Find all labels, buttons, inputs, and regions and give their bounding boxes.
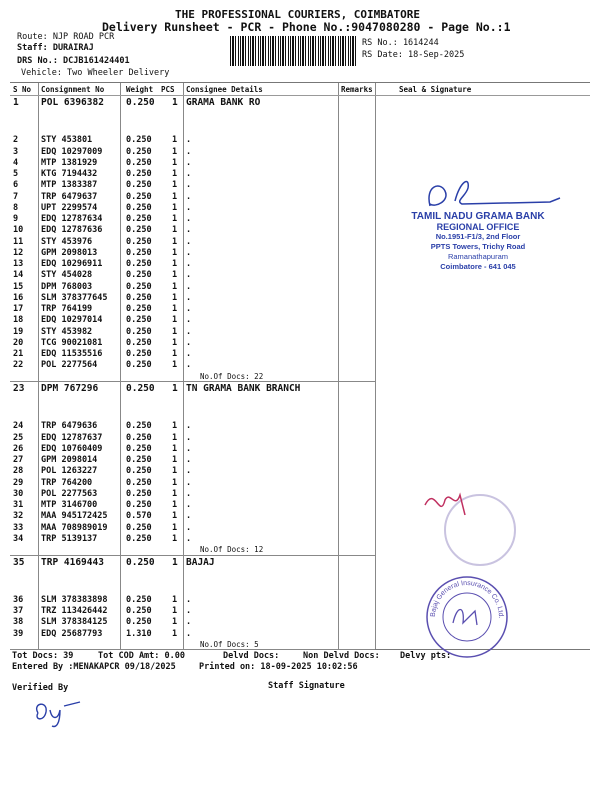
table-row: [10, 617, 375, 628]
consignee-details: .: [186, 169, 192, 179]
weight: 0.250: [126, 337, 152, 348]
table-row: [10, 629, 375, 640]
s-no: 25: [13, 432, 24, 443]
s-no: 11: [13, 236, 24, 247]
consignment-groups: [10, 96, 375, 650]
pcs: 1: [172, 259, 178, 269]
weight: 1.310: [126, 628, 152, 639]
consignment-no: TRP 764199: [41, 304, 93, 314]
consignment-no: GPM 2098013: [41, 247, 98, 258]
rs-number: RS No.: 1614244: [362, 38, 439, 48]
pcs: 1: [172, 522, 178, 533]
consignee-details: .: [186, 214, 192, 224]
table-row: [10, 534, 375, 545]
consignment-no: KTG 7194432: [41, 169, 98, 179]
consignee-details: .: [186, 225, 192, 236]
consignment-no: MAA 945172425: [41, 511, 108, 522]
weight: 0.250: [126, 225, 152, 236]
weight: 0.250: [126, 191, 152, 202]
consignee-details: .: [186, 522, 192, 533]
table-row: [10, 595, 375, 606]
s-no: 31: [13, 500, 24, 510]
table-row: [10, 304, 375, 315]
consignment-no: EDQ 12787637: [41, 432, 103, 443]
col-pcs: PCS: [161, 85, 175, 94]
pcs: 1: [172, 236, 178, 247]
group-doc-count: No.Of Docs: 12: [200, 545, 264, 554]
pcs: 1: [172, 488, 178, 499]
runsheet-subtitle: Delivery Runsheet - PCR - Phone No.:9047080280 - Page No.:1: [102, 20, 511, 34]
consignee-details: .: [186, 349, 192, 359]
bajaj-stamp: [425, 575, 510, 660]
table-row: [10, 383, 375, 394]
s-no: 18: [13, 315, 24, 326]
table-row: [10, 203, 375, 214]
stamp-line: PPTS Towers, Trichy Road: [430, 242, 526, 251]
table-row: [10, 478, 375, 489]
verified-by: Verified By: [12, 683, 69, 693]
consignee-group: [10, 383, 375, 556]
table-row: [10, 214, 375, 225]
pcs: 1: [172, 281, 178, 292]
weight: 0.250: [126, 326, 152, 337]
s-no: 5: [13, 169, 19, 179]
s-no: 29: [13, 477, 24, 488]
table-row: [10, 511, 375, 522]
consignee-details: .: [186, 157, 192, 168]
entered-by: Entered By :MENAKAPCR 09/18/2025: [12, 662, 176, 672]
consignee-details: .: [186, 511, 192, 522]
consignment-no: MTP 1383387: [41, 180, 98, 191]
weight: 0.250: [126, 455, 152, 465]
s-no: 1: [13, 97, 19, 108]
weight: 0.250: [126, 247, 152, 258]
consignment-no: TRP 6479636: [41, 421, 98, 432]
consignment-no: UPT 2299574: [41, 202, 98, 213]
table-row: [10, 327, 375, 338]
consignee-details: .: [186, 477, 192, 488]
consignment-no: EDQ 12787636: [41, 225, 103, 236]
consignee-details: .: [186, 432, 192, 443]
consignment-no: EDQ 10296911: [41, 259, 103, 269]
s-no: 14: [13, 270, 24, 281]
stamp-line: TAMIL NADU GRAMA BANK: [411, 211, 545, 222]
weight: 0.250: [126, 617, 152, 628]
s-no: 8: [13, 202, 19, 213]
col-seal: Seal & Signature: [399, 85, 472, 94]
table-row: [10, 455, 375, 466]
table-row: [10, 500, 375, 511]
pcs: 1: [172, 466, 178, 477]
weight: 0.250: [126, 556, 155, 568]
stamp-line: Coimbatore - 641 045: [440, 262, 516, 271]
s-no: 24: [13, 421, 24, 432]
total-cod: Tot COD Amt: 0.00: [98, 651, 185, 661]
table-row: [10, 180, 375, 191]
s-no: 2: [13, 135, 19, 146]
pcs: 1: [172, 443, 178, 454]
consignee-details: .: [186, 135, 192, 146]
table-row: [10, 192, 375, 203]
svg-text:Bajaj General Insurance Co. Lt: Bajaj General Insurance Co. Ltd.: [429, 579, 505, 619]
consignee-details: GRAMA BANK RO: [186, 97, 261, 108]
consignment-no: EDQ 25687793: [41, 628, 103, 639]
pcs: 1: [172, 337, 178, 348]
pcs: 1: [172, 135, 178, 146]
faded-stamp: [415, 480, 525, 570]
weight: 0.250: [126, 304, 152, 314]
pcs: 1: [172, 191, 178, 202]
consignment-no: EDQ 10297014: [41, 315, 103, 326]
consignee-details: .: [186, 281, 192, 292]
consignee-details: .: [186, 146, 192, 157]
consignment-no: SLM 378383898: [41, 594, 108, 605]
s-no: 23: [13, 383, 25, 394]
table-row: [10, 466, 375, 477]
consignee-details: .: [186, 180, 192, 191]
consignee-details: .: [186, 628, 192, 639]
s-no: 22: [13, 360, 24, 371]
table-row: [10, 225, 375, 236]
weight: 0.250: [126, 360, 152, 371]
consignment-no: EDQ 11535516: [41, 349, 103, 359]
s-no: 20: [13, 337, 24, 348]
weight: 0.250: [126, 135, 152, 146]
weight: 0.250: [126, 488, 152, 499]
table-row: [10, 349, 375, 360]
consignee-details: .: [186, 191, 192, 202]
consignment-no: TRP 6479637: [41, 191, 98, 202]
col-sno: S No: [13, 85, 32, 94]
s-no: 10: [13, 225, 24, 236]
weight: 0.250: [126, 97, 155, 108]
weight: 0.250: [126, 259, 152, 269]
s-no: 28: [13, 466, 24, 477]
consignee-group: [10, 557, 375, 651]
table-row: [10, 293, 375, 304]
table-row: [10, 270, 375, 281]
consignment-no: TRZ 113426442: [41, 606, 108, 616]
weight: 0.250: [126, 349, 152, 359]
consignee-details: .: [186, 326, 192, 337]
tngb-stamp: [388, 212, 568, 272]
weight: 0.250: [126, 383, 155, 394]
rs-date: RS Date: 18-Sep-2025: [362, 50, 465, 60]
s-no: 36: [13, 594, 24, 605]
pcs: 1: [172, 617, 178, 628]
weight: 0.250: [126, 606, 152, 616]
pcs: 1: [172, 606, 178, 616]
consignee-details: TN GRAMA BANK BRANCH: [186, 383, 301, 394]
pcs: 1: [172, 146, 178, 157]
consignment-no: STY 453982: [41, 326, 93, 337]
pcs: 1: [172, 157, 178, 168]
weight: 0.250: [126, 281, 152, 292]
weight: 0.250: [126, 202, 152, 213]
consignment-no: SLM 378384125: [41, 617, 108, 628]
table-row: [10, 282, 375, 293]
s-no: 38: [13, 617, 24, 628]
s-no: 7: [13, 191, 19, 202]
pcs: 1: [172, 326, 178, 337]
consignment-no: EDQ 10760409: [41, 443, 103, 454]
vehicle: Vehicle: Two Wheeler Delivery: [21, 68, 170, 78]
s-no: 6: [13, 180, 19, 191]
pcs: 1: [172, 628, 178, 639]
consignment-no: SLM 378377645: [41, 292, 108, 303]
consignment-no: EDQ 12787634: [41, 214, 103, 224]
delivery-points: Delvy pts:: [400, 651, 452, 661]
s-no: 35: [13, 556, 25, 568]
s-no: 15: [13, 281, 24, 292]
weight: 0.250: [126, 421, 152, 432]
consignee-details: .: [186, 617, 192, 628]
consignee-details: .: [186, 421, 192, 432]
consignment-no: STY 453801: [41, 135, 93, 146]
consignee-details: .: [186, 270, 192, 281]
table-row: [10, 606, 375, 617]
consignee-details: .: [186, 259, 192, 269]
weight: 0.250: [126, 500, 152, 510]
pcs: 1: [172, 270, 178, 281]
consignee-details: .: [186, 606, 192, 616]
consignee-details: .: [186, 466, 192, 477]
stamp-line: REGIONAL OFFICE: [436, 222, 520, 232]
consignment-no: STY 454028: [41, 270, 93, 281]
consignee-details: .: [186, 292, 192, 303]
s-no: 19: [13, 326, 24, 337]
consignment-no: GPM 2098014: [41, 455, 98, 465]
consignment-no: MTP 3146700: [41, 500, 98, 510]
pcs: 1: [172, 556, 178, 568]
weight: 0.250: [126, 522, 152, 533]
consignment-no: DPM 767296: [41, 383, 99, 394]
pcs: 1: [172, 594, 178, 605]
weight: 0.250: [126, 315, 152, 326]
weight: 0.570: [126, 511, 152, 522]
weight: 0.250: [126, 214, 152, 224]
verifier-signature: [30, 698, 90, 728]
signature-mark: [400, 176, 580, 216]
pcs: 1: [172, 180, 178, 191]
table-row: [10, 315, 375, 326]
pcs: 1: [172, 432, 178, 443]
table-row: [10, 135, 375, 146]
pcs: 1: [172, 477, 178, 488]
pcs: 1: [172, 315, 178, 326]
stamp-line: No.1951-F1/3, 2nd Floor: [435, 232, 521, 241]
consignment-no: TRP 5139137: [41, 533, 98, 544]
weight: 0.250: [126, 533, 152, 544]
weight: 0.250: [126, 157, 152, 168]
table-row: [10, 433, 375, 444]
table-row: [10, 444, 375, 455]
s-no: 34: [13, 533, 24, 544]
pcs: 1: [172, 292, 178, 303]
consignment-no: TCG 90021081: [41, 337, 103, 348]
col-weight: Weight: [126, 85, 154, 94]
table-row: [10, 259, 375, 270]
table-header: [10, 83, 590, 96]
consignee-details: .: [186, 488, 192, 499]
non-delivered-docs: Non Delvd Docs:: [303, 651, 380, 661]
consignment-no: MAA 708989019: [41, 522, 108, 533]
staff-signature: Staff Signature: [268, 681, 345, 691]
consignment-no: POL 2277564: [41, 360, 98, 371]
s-no: 32: [13, 511, 24, 522]
consignee-details: .: [186, 315, 192, 326]
consignee-details: .: [186, 455, 192, 465]
s-no: 27: [13, 455, 24, 465]
weight: 0.250: [126, 270, 152, 281]
s-no: 39: [13, 628, 24, 639]
group-doc-count: No.Of Docs: 22: [200, 371, 264, 381]
table-row: [10, 237, 375, 248]
table-row: [10, 489, 375, 500]
s-no: 17: [13, 304, 24, 314]
pcs: 1: [172, 169, 178, 179]
consignee-details: .: [186, 360, 192, 371]
weight: 0.250: [126, 432, 152, 443]
weight: 0.250: [126, 169, 152, 179]
pcs: 1: [172, 202, 178, 213]
s-no: 16: [13, 292, 24, 303]
s-no: 21: [13, 349, 24, 359]
consignment-no: STY 453976: [41, 236, 93, 247]
pcs: 1: [172, 349, 178, 359]
pcs: 1: [172, 533, 178, 544]
table-row: [10, 557, 375, 568]
weight: 0.250: [126, 146, 152, 157]
pcs: 1: [172, 511, 178, 522]
printed-on: Printed on: 18-09-2025 10:02:56: [199, 662, 358, 672]
consignee-group: [10, 97, 375, 382]
weight: 0.250: [126, 443, 152, 454]
s-no: 3: [13, 146, 19, 157]
consignment-no: TRP 764200: [41, 477, 93, 488]
weight: 0.250: [126, 236, 152, 247]
pcs: 1: [172, 97, 178, 108]
table-row: [10, 169, 375, 180]
stamp-line: Ramanathapuram: [447, 252, 509, 261]
consignee-details: .: [186, 247, 192, 258]
col-consignment: Consignment No: [41, 85, 105, 94]
consignee-details: BAJAJ: [186, 556, 215, 568]
pcs: 1: [172, 455, 178, 465]
table-row: [10, 338, 375, 349]
group-doc-count: No.Of Docs: 5: [200, 639, 259, 649]
consignee-details: .: [186, 304, 192, 314]
route: Route: NJP ROAD PCR: [17, 32, 115, 42]
weight: 0.250: [126, 594, 152, 605]
consignee-details: .: [186, 500, 192, 510]
barcode: [230, 36, 358, 66]
table-row: [10, 421, 375, 432]
s-no: 33: [13, 522, 24, 533]
table-row: [10, 158, 375, 169]
pcs: 1: [172, 247, 178, 258]
pcs: 1: [172, 304, 178, 314]
consignment-no: POL 6396382: [41, 97, 104, 108]
s-no: 13: [13, 259, 24, 269]
weight: 0.250: [126, 292, 152, 303]
table-row: [10, 248, 375, 259]
table-row: [10, 97, 375, 108]
weight: 0.250: [126, 180, 152, 191]
s-no: 4: [13, 157, 19, 168]
consignment-no: DPM 768003: [41, 281, 93, 292]
company-title: THE PROFESSIONAL COURIERS, COIMBATORE: [175, 8, 421, 21]
consignee-details: .: [186, 533, 192, 544]
staff: Staff: DURAIRAJ: [17, 43, 94, 53]
pcs: 1: [172, 383, 178, 394]
table-row: [10, 523, 375, 534]
pcs: 1: [172, 500, 178, 510]
consignment-no: POL 2277563: [41, 488, 98, 499]
table-row: [10, 360, 375, 371]
consignment-no: MTP 1381929: [41, 157, 98, 168]
total-docs: Tot Docs: 39: [12, 651, 74, 661]
consignee-details: .: [186, 443, 192, 454]
pcs: 1: [172, 360, 178, 371]
drs-number: DRS No.: DCJB161424401: [17, 56, 130, 66]
consignment-no: EDQ 10297009: [41, 146, 103, 157]
consignment-no: POL 1263227: [41, 466, 98, 477]
s-no: 9: [13, 214, 19, 224]
delivered-docs: Delvd Docs:: [223, 651, 280, 661]
pcs: 1: [172, 225, 178, 236]
consignee-details: .: [186, 202, 192, 213]
pcs: 1: [172, 214, 178, 224]
weight: 0.250: [126, 477, 152, 488]
s-no: 30: [13, 488, 24, 499]
pcs: 1: [172, 421, 178, 432]
col-remarks: Remarks: [341, 85, 373, 94]
consignee-details: .: [186, 337, 192, 348]
s-no: 12: [13, 247, 24, 258]
weight: 0.250: [126, 466, 152, 477]
consignee-details: .: [186, 236, 192, 247]
s-no: 37: [13, 606, 24, 616]
s-no: 26: [13, 443, 24, 454]
consignment-no: TRP 4169443: [41, 556, 104, 568]
table-row: [10, 147, 375, 158]
col-consignee: Consignee Details: [186, 85, 263, 94]
consignee-details: .: [186, 594, 192, 605]
